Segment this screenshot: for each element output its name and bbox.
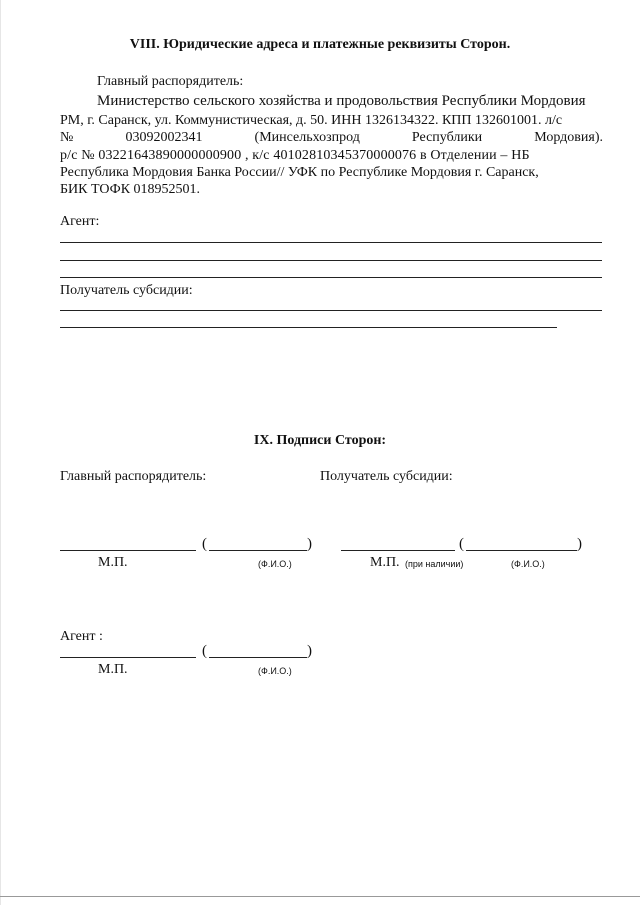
ministry-name: Министерство сельского хозяйства и продовольствия Республики Мордовия [97, 93, 586, 109]
sign-main-distributor-label: Главный распорядитель: [60, 469, 207, 484]
stamp-label: М.П. [98, 555, 128, 570]
stamp-label: М.П. [98, 662, 128, 677]
fio-line [466, 550, 577, 551]
ls-part: Мордовия). [534, 130, 603, 145]
fio-paren-close: ) [307, 643, 312, 659]
agent-label: Агент: [60, 214, 100, 229]
page-left-edge [0, 0, 1, 905]
ls-part: 03092002341 [125, 130, 203, 145]
fio-label: (Ф.И.О.) [258, 559, 292, 569]
fio-line [209, 550, 307, 551]
fio-paren-close: ) [307, 536, 312, 552]
fio-paren-open: ( [202, 643, 207, 659]
sign-agent-label: Агент : [60, 629, 103, 644]
recipient-label: Получатель субсидии: [60, 283, 193, 298]
stamp-label: М.П. [370, 555, 400, 570]
address-line: РМ, г. Саранск, ул. Коммунистическая, д. 50. ИНН 1326134322. КПП 132601001. л/с [60, 113, 563, 128]
recipient-line [60, 327, 557, 328]
page-bottom-edge [0, 896, 640, 897]
recipient-line [60, 310, 602, 311]
signature-line [341, 550, 455, 551]
agent-line [60, 242, 602, 243]
sign-recipient-label: Получатель субсидии: [320, 469, 453, 484]
bank-line: Республика Мордовия Банка России// УФК по Республике Мордовия г. Саранск, [60, 165, 539, 180]
section-9-title: IX. Подписи Сторон: [253, 433, 387, 448]
fio-line [209, 657, 307, 658]
fio-label: (Ф.И.О.) [511, 559, 545, 569]
settlement-account-line: р/с № 03221643890000000900 , к/с 40102810345370000076 в Отделении – НБ [60, 148, 530, 163]
signature-line [60, 657, 196, 658]
ls-part: (Минсельхозпрод [254, 130, 360, 145]
personal-account-line [60, 129, 603, 146]
section-8-title: VIII. Юридические адреса и платежные реквизиты Сторон. [129, 37, 511, 52]
ls-part: № [60, 130, 74, 145]
agent-line [60, 277, 602, 278]
signature-line [60, 550, 196, 551]
bik-line: БИК ТОФК 018952501. [60, 182, 201, 197]
fio-label: (Ф.И.О.) [258, 666, 292, 676]
fio-paren-open: ( [459, 536, 464, 552]
stamp-if-any-label: (при наличии) [405, 559, 464, 569]
fio-paren-close: ) [577, 536, 582, 552]
ls-part: Республики [411, 130, 483, 145]
fio-paren-open: ( [202, 536, 207, 552]
main-distributor-label: Главный распорядитель: [97, 74, 244, 89]
agent-line [60, 260, 602, 261]
